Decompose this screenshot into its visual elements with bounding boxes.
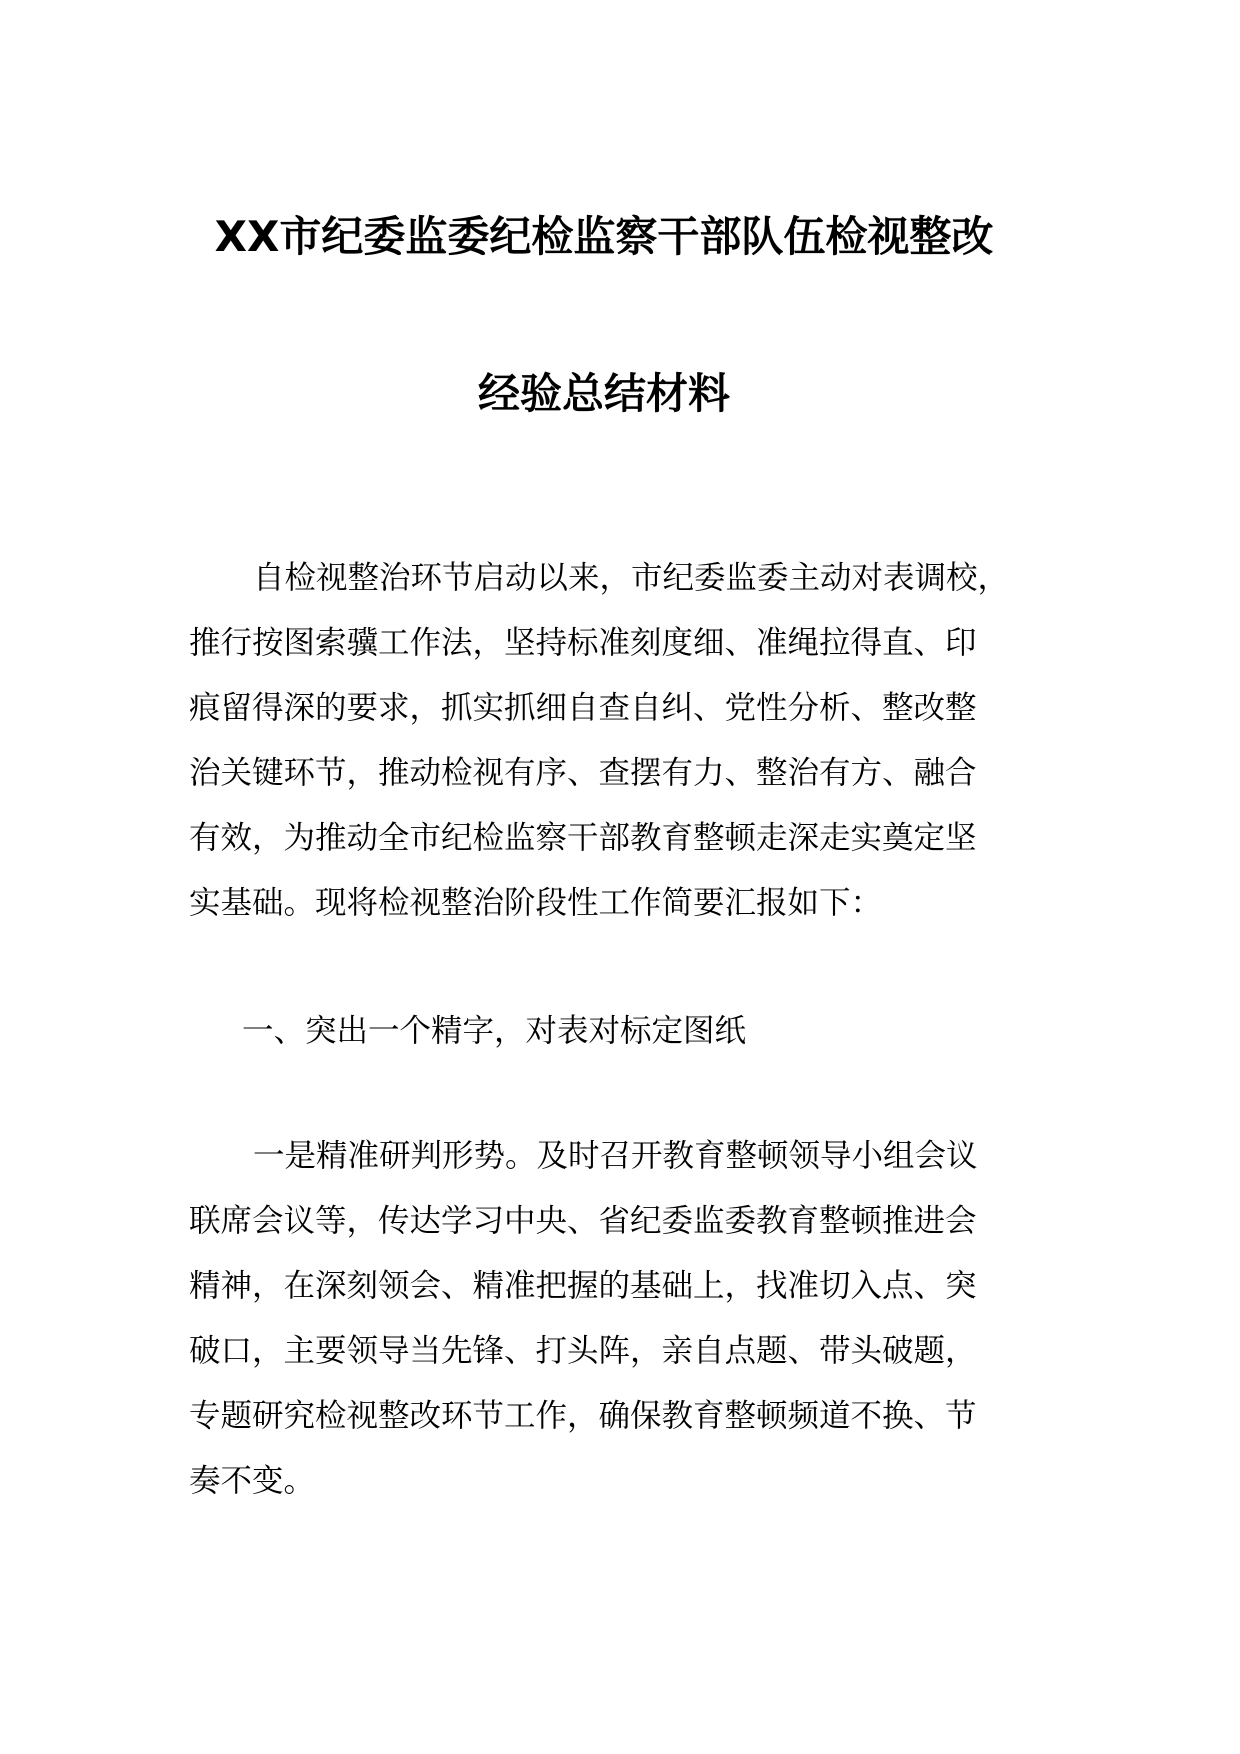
paragraph-line: 精神，在深刻领会、精准把握的基础上，找准切入点、突 (189, 1268, 977, 1304)
document-title-line-1: XX市纪委监委纪检监察干部队伍检视整改 (214, 212, 994, 261)
paragraph-line: 有效，为推动全市纪检监察干部教育整顿走深走实奠定坚 (189, 820, 977, 856)
paragraph-line: 痕留得深的要求，抓实抓细自查自纠、党性分析、整改整 (189, 690, 977, 726)
paragraph-line: 奏不变。 (189, 1463, 316, 1499)
document-title-line-2: 经验总结材料 (477, 369, 730, 418)
paragraph-line: 联席会议等，传达学习中央、省纪委监委教育整顿推进会 (189, 1203, 977, 1239)
section-heading-text: 一、突出一个精字，对表对标定图纸 (242, 1013, 747, 1049)
paragraph-line: 推行按图索骥工作法，坚持标准刻度细、准绳拉得直、印 (189, 625, 977, 661)
paragraph-line: 实基础。现将检视整治阶段性工作简要汇报如下： (189, 885, 883, 921)
paragraph-line: 一是精准研判形势。及时召开教育整顿领导小组会议 (253, 1138, 978, 1174)
body-paragraph (189, 1124, 1059, 1514)
paragraph-line: 治关键环节，推动检视有序、查摆有力、整治有方、融合 (189, 755, 977, 791)
section-heading (189, 999, 746, 1064)
paragraph-line: 破口，主要领导当先锋、打头阵，亲自点题、带头破题， (189, 1333, 977, 1369)
paragraph-line: 自检视整治环节启动以来，市纪委监委主动对表调校， (253, 560, 1010, 596)
intro-paragraph (189, 546, 1059, 936)
paragraph-line: 专题研究检视整改环节工作，确保教育整顿频道不换、节 (189, 1398, 977, 1434)
